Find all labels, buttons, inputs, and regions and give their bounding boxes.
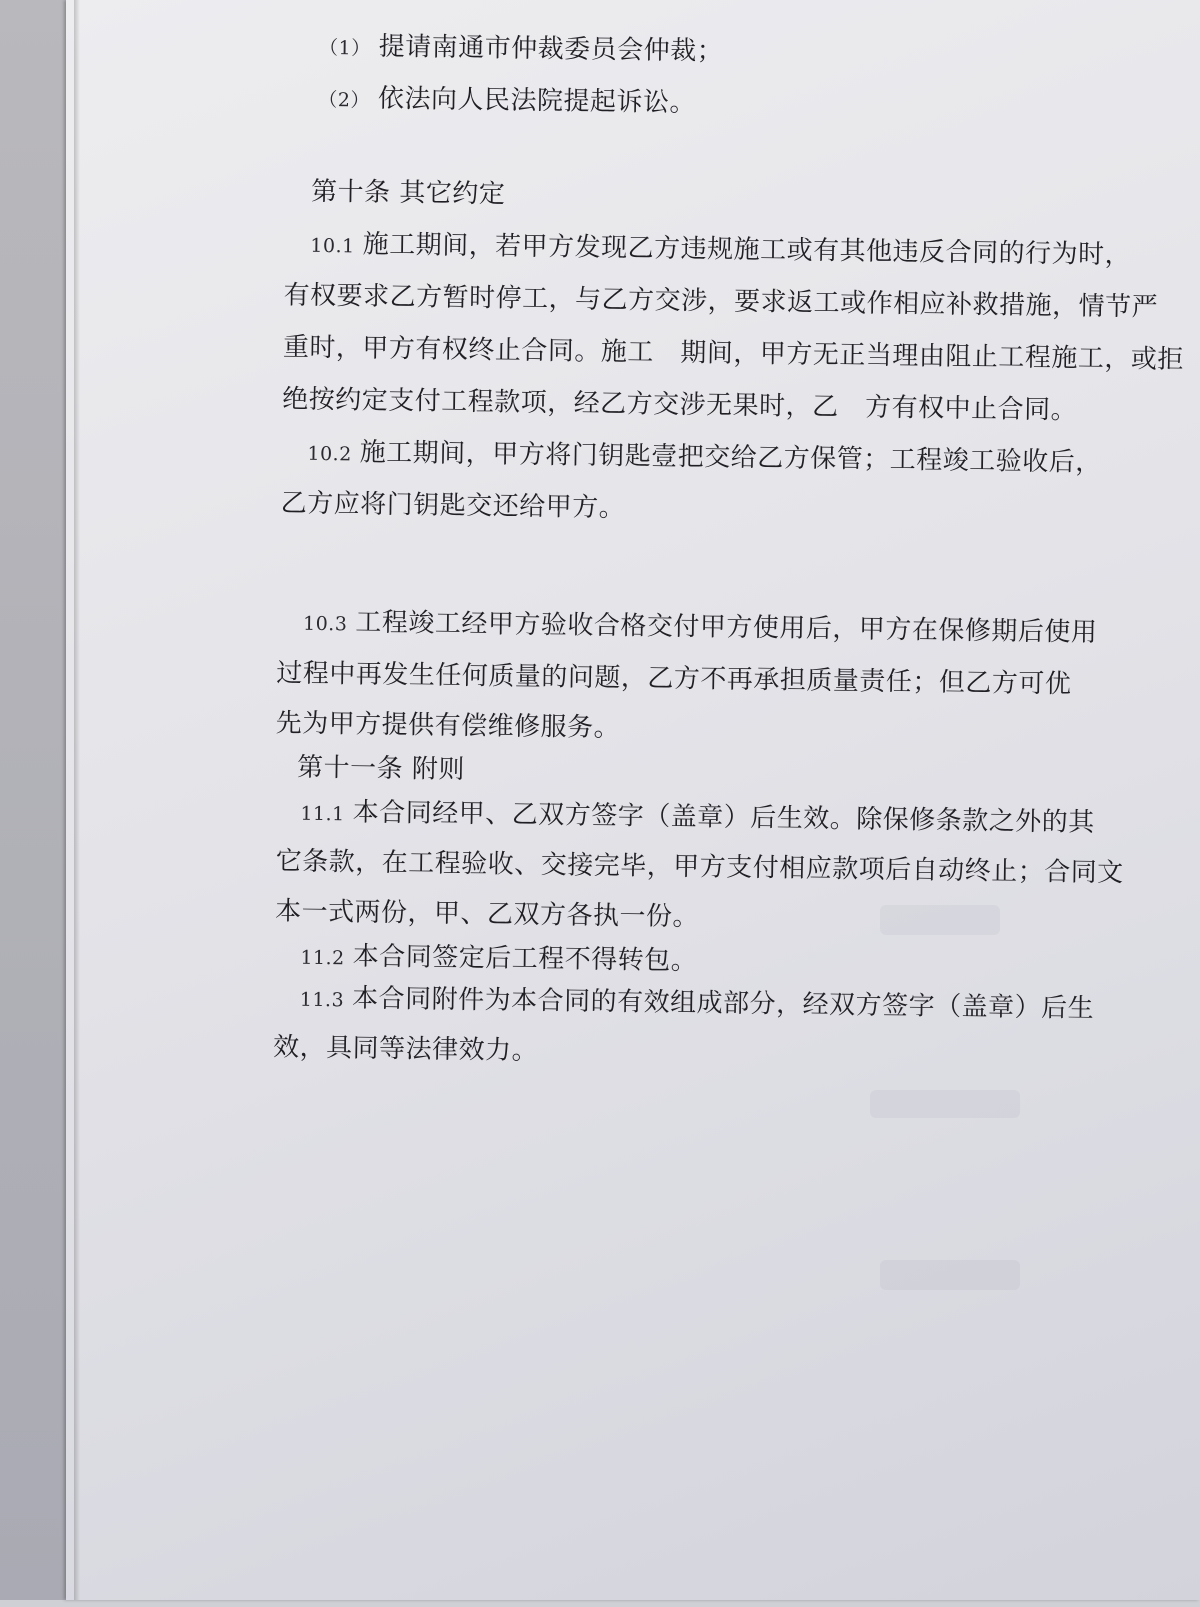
clause-11-3-line-2: 效，具同等法律效力。	[272, 1032, 539, 1067]
list-item-text: 依法向人民法院提起诉讼。	[377, 83, 697, 119]
article-10-title: 第十条 其它约定	[310, 176, 506, 210]
clause-11-1-line-2: 它条款，在工程验收、交接完毕，甲方支付相应款项后自动终止；合同文	[275, 846, 1124, 889]
clause-number: 10.3	[302, 612, 348, 636]
clause-11-3-line-1	[300, 981, 1095, 1028]
clause-10-1-line-2: 有权要求乙方暂时停工，与乙方交涉，要求返工或作相应补救措施，情节严	[283, 280, 1159, 323]
clause-text: 工程竣工经甲方验收合格交付甲方使用后，甲方在保修期后使用	[355, 607, 1098, 648]
clause-10-2-line-1	[307, 435, 1102, 482]
clause-text: 本合同签定后工程不得转包。	[352, 941, 698, 977]
clause-10-1-line-3: 重时，甲方有权终止合同。施工 期间，甲方无正当理由阻止工程施工，或拒	[282, 332, 1185, 376]
clause-number: 10.1	[310, 234, 355, 258]
clause-10-1-line-1	[310, 227, 1131, 274]
clause-11-1-line-3: 本一式两份，甲、乙双方各执一份。	[274, 896, 700, 933]
clause-number: 10.2	[307, 442, 352, 466]
clause-11-2	[300, 939, 697, 981]
list-marker: （1）	[318, 36, 371, 60]
list-item-text: 提请南通市仲裁委员会仲裁；	[378, 31, 724, 67]
clause-10-3-line-1	[303, 605, 1098, 652]
clause-11-1-line-1	[300, 795, 1095, 842]
article-11-title: 第十一条 附则	[296, 752, 466, 786]
clause-10-1-line-4: 绝按约定支付工程款项，经乙方交涉无果时，乙 方有权中止合同。	[281, 384, 1078, 426]
list-item	[319, 29, 724, 71]
clause-number: 11.3	[299, 988, 345, 1012]
clause-text: 施工期间，甲方将门钥匙壹把交给乙方保管；工程竣工验收后，	[359, 437, 1102, 478]
clause-number: 11.2	[300, 946, 345, 970]
list-item	[318, 81, 696, 122]
clause-10-2-line-2: 乙方应将门钥匙交还给甲方。	[280, 488, 626, 524]
clause-text: 本合同经甲、乙双方签字（盖章）后生效。除保修条款之外的其	[352, 797, 1095, 838]
clause-number: 11.1	[300, 802, 345, 826]
clause-text: 本合同附件为本合同的有效组成部分，经双方签字（盖章）后生	[351, 983, 1095, 1024]
list-marker: （2）	[318, 88, 371, 112]
clause-text: 施工期间，若甲方发现乙方违规施工或有其他违反合同的行为时，	[362, 229, 1132, 271]
clause-10-3-line-3: 先为甲方提供有偿维修服务。	[275, 708, 621, 744]
clause-10-3-line-2: 过程中再发生任何质量的问题，乙方不再承担质量责任；但乙方可优	[276, 658, 1072, 700]
